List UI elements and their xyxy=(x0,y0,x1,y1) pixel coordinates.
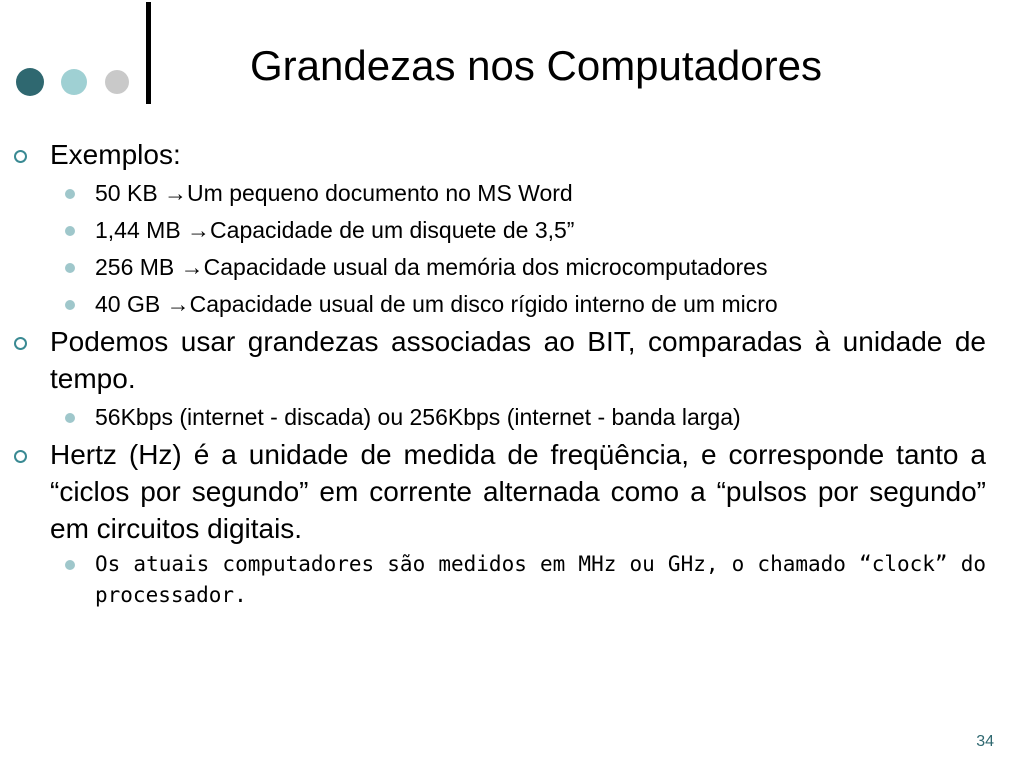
sub-bullet-item xyxy=(0,549,1024,611)
bullet-item xyxy=(0,436,1024,547)
sub-bullet-text: 40 GB →Capacidade usual de um disco rígido interno de um micro xyxy=(95,291,778,317)
dot-bullet-icon xyxy=(65,560,75,570)
dot-bullet-icon xyxy=(65,226,75,236)
dot-bullet-icon xyxy=(65,300,75,310)
decorative-dot-dark xyxy=(16,68,44,96)
ring-bullet-icon xyxy=(14,150,27,163)
sub-bullet-text: 50 KB →Um pequeno documento no MS Word xyxy=(95,180,573,206)
ring-bullet-icon xyxy=(14,337,27,350)
bullet-text: Hertz (Hz) é a unidade de medida de freqüência, e corresponde tanto a “ciclos por segundo” em corrente alternada como a “pulsos por segundo” em circuitos digitais. xyxy=(50,439,986,544)
slide-content xyxy=(0,136,1024,611)
sub-bullet-text: 56Kbps (internet - discada) ou 256Kbps (internet - banda larga) xyxy=(95,404,741,430)
dot-bullet-icon xyxy=(65,413,75,423)
dot-bullet-icon xyxy=(65,189,75,199)
bullet-text: Podemos usar grandezas associadas ao BIT, comparadas à unidade de tempo. xyxy=(50,326,986,394)
decorative-dot-gray xyxy=(105,70,129,94)
sub-bullet-text: 1,44 MB →Capacidade de um disquete de 3,5” xyxy=(95,217,575,243)
sub-bullet-item xyxy=(0,286,1024,323)
bullet-item xyxy=(0,136,1024,173)
bullet-text: Exemplos: xyxy=(50,139,181,170)
sub-bullet-text: Os atuais computadores são medidos em MHz ou GHz, o chamado “clock” do processador. xyxy=(95,552,986,607)
sub-bullet-item xyxy=(0,249,1024,286)
slide-title: Grandezas nos Computadores xyxy=(250,42,822,89)
page-number: 34 xyxy=(976,733,994,750)
sub-bullet-item xyxy=(0,175,1024,212)
sub-bullet-text: 256 MB →Capacidade usual da memória dos microcomputadores xyxy=(95,254,768,280)
sub-bullet-item xyxy=(0,399,1024,436)
ring-bullet-icon xyxy=(14,450,27,463)
bullet-item xyxy=(0,323,1024,397)
decorative-dot-light xyxy=(61,69,87,95)
dot-bullet-icon xyxy=(65,263,75,273)
decorative-vertical-bar xyxy=(146,2,151,104)
sub-bullet-item xyxy=(0,212,1024,249)
